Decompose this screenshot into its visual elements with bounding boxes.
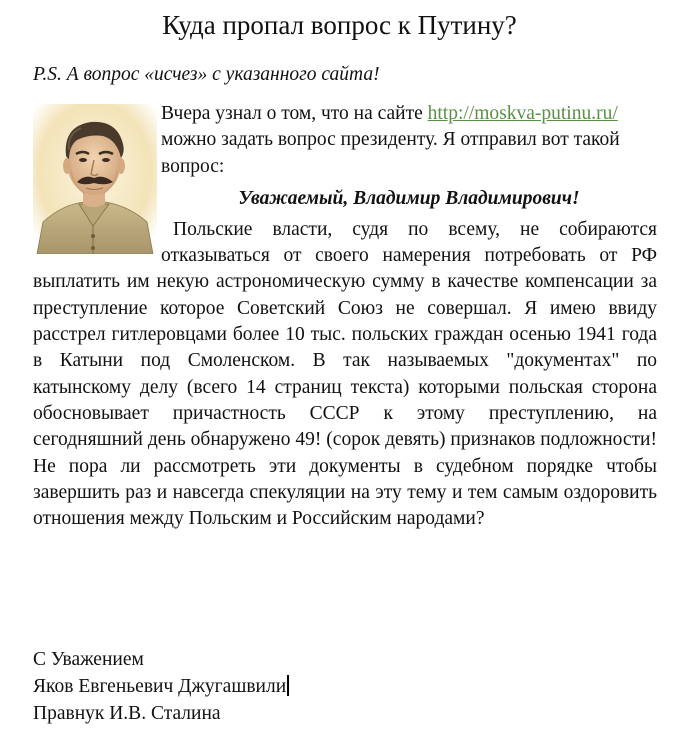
ps-note: P.S. А вопрос «исчез» с указанного сайта! <box>33 64 380 85</box>
text-cursor <box>287 675 289 696</box>
intro-text-before-link: Вчера узнал о том, что на сайте <box>161 103 428 124</box>
letter-greeting: Уважаемый, Владимир Владимирович! <box>238 187 580 209</box>
letter-body-text: Польские власти, судя по всему, не собираются отказываться от своего намерения потребовать от РФ выплатить им некую астрономическую сумму в качестве компенсации за преступление которое Советский Союз не совершал. Я имею ввиду расстрел гитлеровцами более 10 тыс. польских граждан осенью 1941 года в Катыни под Смоленском. В так называемых "документах" по катынскому делу (всего 14 страниц текста) которыми польская сторона обосновывает причастность СССР к этому преступлению, на сегодняшний день обнаружено 49! (сорок девять) признаков подложности! Не пора ли рассмотреть эти документы в судебном порядке чтобы завершить раз и навсегда спекуляции на эту тему и тем самым оздоровить отношения между Польским и Российским народами? <box>33 218 657 530</box>
signature-relation: Правнук И.В. Сталина <box>33 703 221 724</box>
letter-paragraph <box>33 217 657 533</box>
article-body <box>33 101 657 532</box>
signature-name: Яков Евгеньевич Джугашвили <box>33 676 287 697</box>
site-link[interactable]: http://moskva-putinu.ru/ <box>427 103 618 124</box>
signature-name-line <box>33 673 289 700</box>
portrait-spacer <box>33 101 161 253</box>
page-title: Куда пропал вопрос к Путину? <box>162 10 517 40</box>
signature-block <box>33 646 289 727</box>
intro-text-after-link: можно задать вопрос президенту. Я отправил вот такой вопрос: <box>161 129 620 177</box>
signature-closing: С Уважением <box>33 649 144 670</box>
